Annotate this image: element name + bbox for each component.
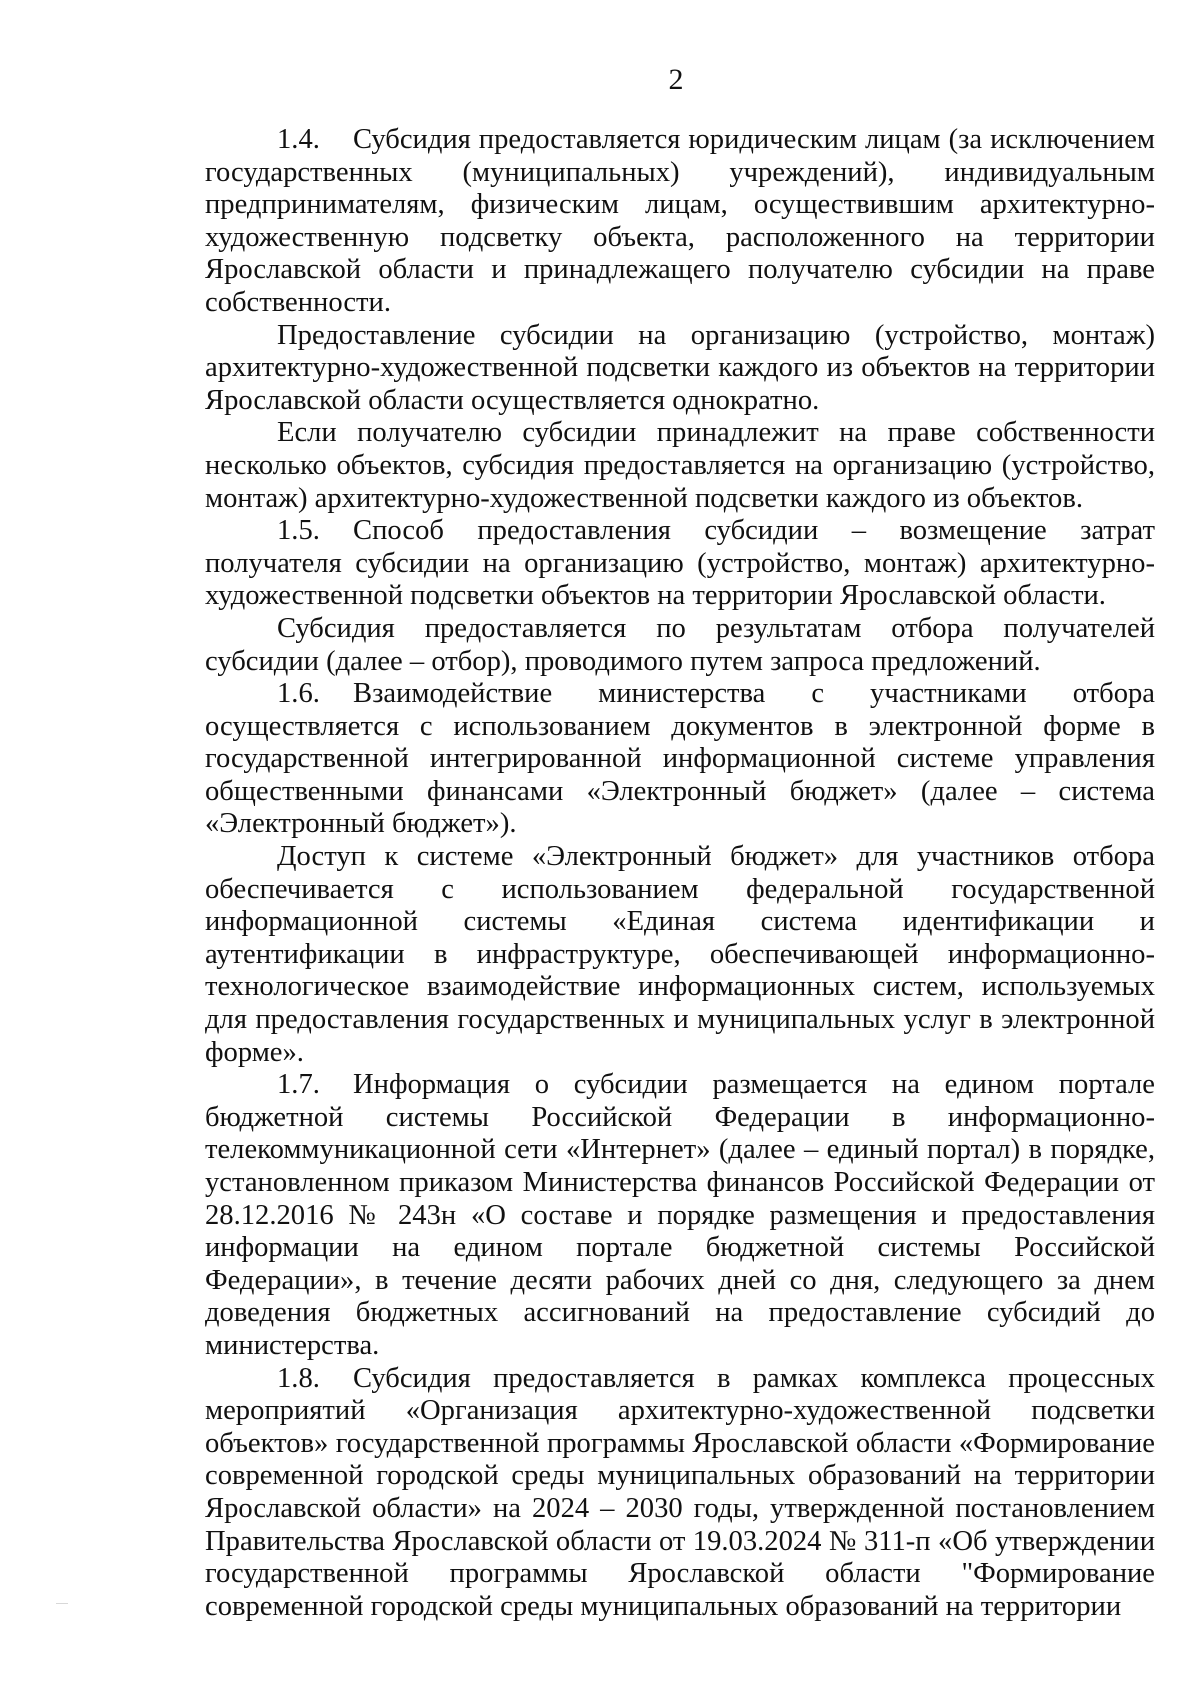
clause-number: 1.5. <box>277 515 320 547</box>
clause-number: 1.6. <box>277 678 320 710</box>
page-number: 2 <box>668 63 684 96</box>
document-body <box>205 124 1155 1623</box>
paragraph-1-5 <box>205 515 1155 613</box>
paragraph-one-time-provision <box>205 320 1155 418</box>
paragraph-selection <box>205 613 1155 678</box>
paragraph-text: Доступ к системе «Электронный бюджет» для участников отбора обеспечивается с использованием федеральной государственной информационной системы «Единая система идентификации и аутентификации в инфраструктуре, обеспечивающей информационно-технологическое взаимодействие информационных систем, используемых для предоставления государственных и муниципальных услуг в электронной форме». <box>205 841 1155 1068</box>
paragraph-text: Субсидия предоставляется юридическим лицам (за исключением государственных (муниципальных) учреждений), индивидуальным предпринимателям, физическим лицам, осуществившим архитектурно-художественную подсветку объекта, расположенного на территории Ярославской области и принадлежащего получателю субсидии на праве собственности. <box>205 124 1155 318</box>
paragraph-text: Если получателю субсидии принадлежит на праве собственности несколько объектов, субсидия предоставляется на организацию (устройство, монтаж) архитектурно-художественной подсветки каждого из объектов. <box>205 417 1155 514</box>
paragraph-1-8 <box>205 1363 1155 1624</box>
paragraph-text: Взаимодействие министерства с участниками отбора осуществляется с использованием документов в электронной форме в государственной интегрированной информационной системе управления общественными финансами «Электронный бюджет» (далее – система «Электронный бюджет»). <box>205 678 1155 840</box>
paragraph-several-objects <box>205 417 1155 515</box>
clause-number: 1.7. <box>277 1069 320 1101</box>
clause-number: 1.8. <box>277 1362 320 1394</box>
paragraph-1-4 <box>205 124 1155 320</box>
clause-number: 1.4. <box>277 124 320 155</box>
scan-margin-mark <box>56 1603 68 1604</box>
paragraph-text: Способ предоставления субсидии – возмещение затрат получателя субсидии на организацию (устройство, монтаж) архитектурно-художественной подсветки объектов на территории Ярославской области. <box>205 515 1155 612</box>
paragraph-system-access <box>205 841 1155 1069</box>
paragraph-1-7 <box>205 1069 1155 1362</box>
paragraph-text: Предоставление субсидии на организацию (устройство, монтаж) архитектурно-художественной подсветки каждого из объектов на территории Ярославской области осуществляется однократно. <box>205 319 1155 416</box>
paragraph-1-6 <box>205 678 1155 841</box>
paragraph-text: Субсидия предоставляется в рамках комплекса процессных мероприятий «Организация архитектурно-художественной подсветки объектов» государственной программы Ярославской области «Формирование современной городской среды муниципальных образований на территории Ярославской области» на 2024 – 2030 годы, утвержденной постановлением Правительства Ярославской области от 19.03.2024 № 311-п «Об утверждении государственной программы Ярославской области "Формирование современной городской среды муниципальных образований на территории <box>205 1362 1155 1622</box>
paragraph-text: Субсидия предоставляется по результатам отбора получателей субсидии (далее – отбор), проводимого путем запроса предложений. <box>205 612 1155 677</box>
paragraph-text: Информация о субсидии размещается на едином портале бюджетной системы Российской Федерации в информационно-телекоммуникационной сети «Интернет» (далее – единый портал) в порядке, установленном приказом Министерства финансов Российской Федерации от 28.12.2016 № 243н «О составе и порядке размещения и предоставления информации на едином портале бюджетной системы Российской Федерации», в течение десяти рабочих дней со дня, следующего за днем доведения бюджетных ассигнований на предоставление субсидий до министерства. <box>205 1069 1155 1361</box>
